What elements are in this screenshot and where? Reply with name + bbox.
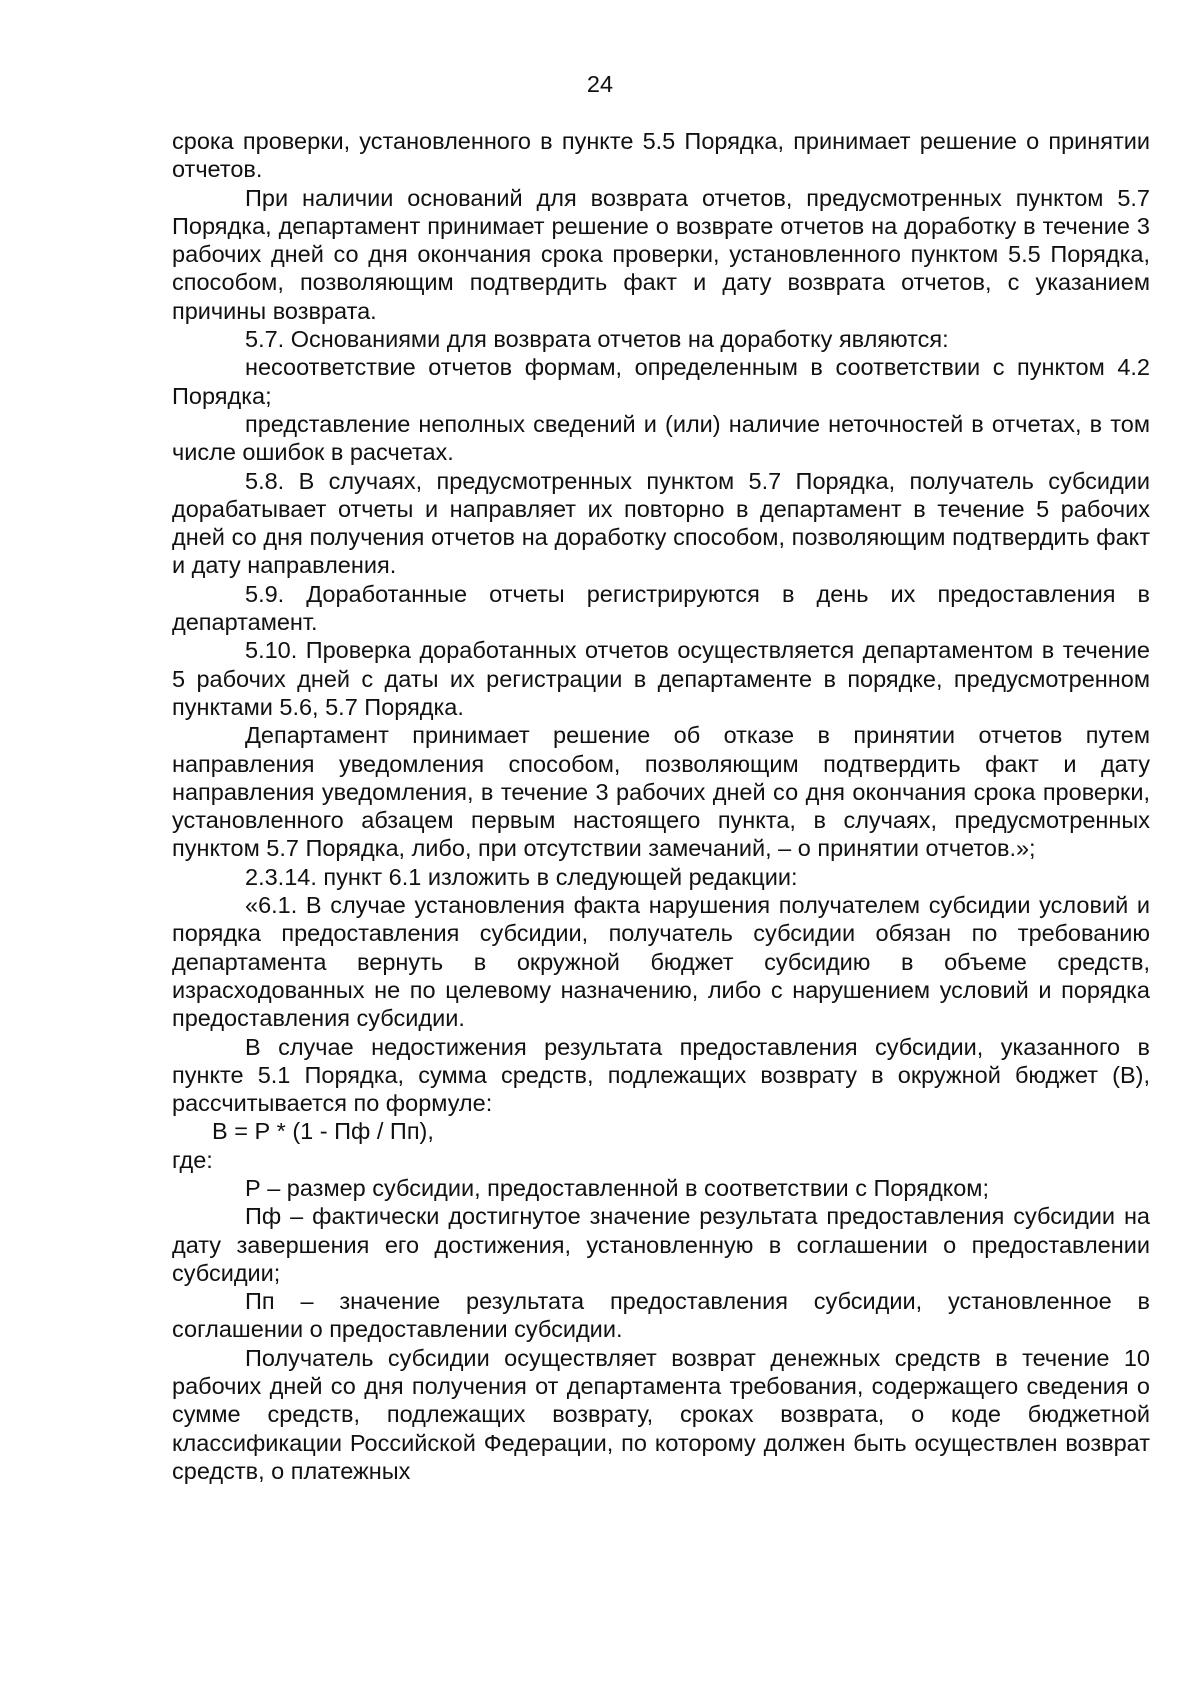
paragraph: «6.1. В случае установления факта нарушения получателем субсидии условий и порядка предоставления субсидии, получатель субсидии обязан по требованию департамента вернуть в окружной бюджет субсидию в объеме средств, израсходованных не по целевому назначению, либо с нарушением условий и порядка предоставления субсидии. (172, 892, 1150, 1032)
paragraph: 5.9. Доработанные отчеты регистрируются в день их предоставления в департамент. (172, 580, 1150, 636)
definition-pp: Пп – значение результата предоставления субсидии, установленное в соглашении о предоставлении субсидии. (172, 1288, 1150, 1343)
paragraph: представление неполных сведений и (или) наличие неточностей в отчетах, в том числе ошибок в расчетах. (172, 410, 1150, 466)
where-label: где: (172, 1146, 213, 1173)
page-number: 24 (586, 71, 614, 97)
definition-pf: Пф – фактически достигнутое значение результата предоставления субсидии на дату завершения его достижения, установленную в соглашении о предоставлении субсидии; (172, 1203, 1150, 1286)
paragraph: В случае недостижения результата предоставления субсидии, указанного в пункте 5.1 Порядка, сумма средств, подлежащих возврату в окружной бюджет (В), рассчитывается по формуле: (172, 1033, 1150, 1117)
paragraph: срока проверки, установленного в пункте 5.5 Порядка, принимает решение о принятии отчетов. (172, 128, 1150, 183)
paragraph: При наличии оснований для возврата отчетов, предусмотренных пунктом 5.7 Порядка, департамент принимает решение о возврате отчетов на доработку в течение 3 рабочих дней со дня окончания срока проверки, установленного пунктом 5.5 Порядка, способом, позволяющим подтвердить факт и дату возврата отчетов, с указанием причины возврата. (172, 184, 1150, 324)
definition-r: Р – размер субсидии, предоставленной в соответствии с Порядком; (245, 1174, 989, 1201)
paragraph: Департамент принимает решение об отказе в принятии отчетов путем направления уведомления способом, позволяющим подтвердить факт и дату направления уведомления, в течение 3 рабочих дней со дня окончания срока проверки, установленного абзацем первым настоящего пункта, в случаях, предусмотренных пунктом 5.7 Порядка, либо, при отсутствии замечаний, – о принятии отчетов.»; (172, 722, 1150, 862)
paragraph: 5.10. Проверка доработанных отчетов осуществляется департаментом в течение 5 рабочих дней с даты их регистрации в департаменте в порядке, предусмотренном пунктами 5.6, 5.7 Порядка. (172, 637, 1150, 720)
paragraph: 2.3.14. пункт 6.1 изложить в следующей редакции: (245, 863, 798, 890)
formula: В = Р * (1 - Пф / Пп), (212, 1118, 434, 1145)
paragraph: 5.7. Основаниями для возврата отчетов на доработку являются: (245, 326, 949, 353)
paragraph: Получатель субсидии осуществляет возврат денежных средств в течение 10 рабочих дней со дня получения от департамента требования, содержащего сведения о сумме средств, подлежащих возврату, сроках возврата, о коде бюджетной классификации Российской Федерации, по которому должен быть осуществлен возврат средств, о платежных (172, 1344, 1150, 1484)
paragraph: 5.8. В случаях, предусмотренных пунктом 5.7 Порядка, получатель субсидии дорабатывает отчеты и направляет их повторно в департамент в течение 5 рабочих дней со дня получения отчетов на доработку способом, позволяющим подтвердить факт и дату направления. (172, 467, 1150, 579)
document-body (172, 127, 1150, 1485)
paragraph: несоответствие отчетов формам, определенным в соответствии с пунктом 4.2 Порядка; (172, 354, 1150, 409)
